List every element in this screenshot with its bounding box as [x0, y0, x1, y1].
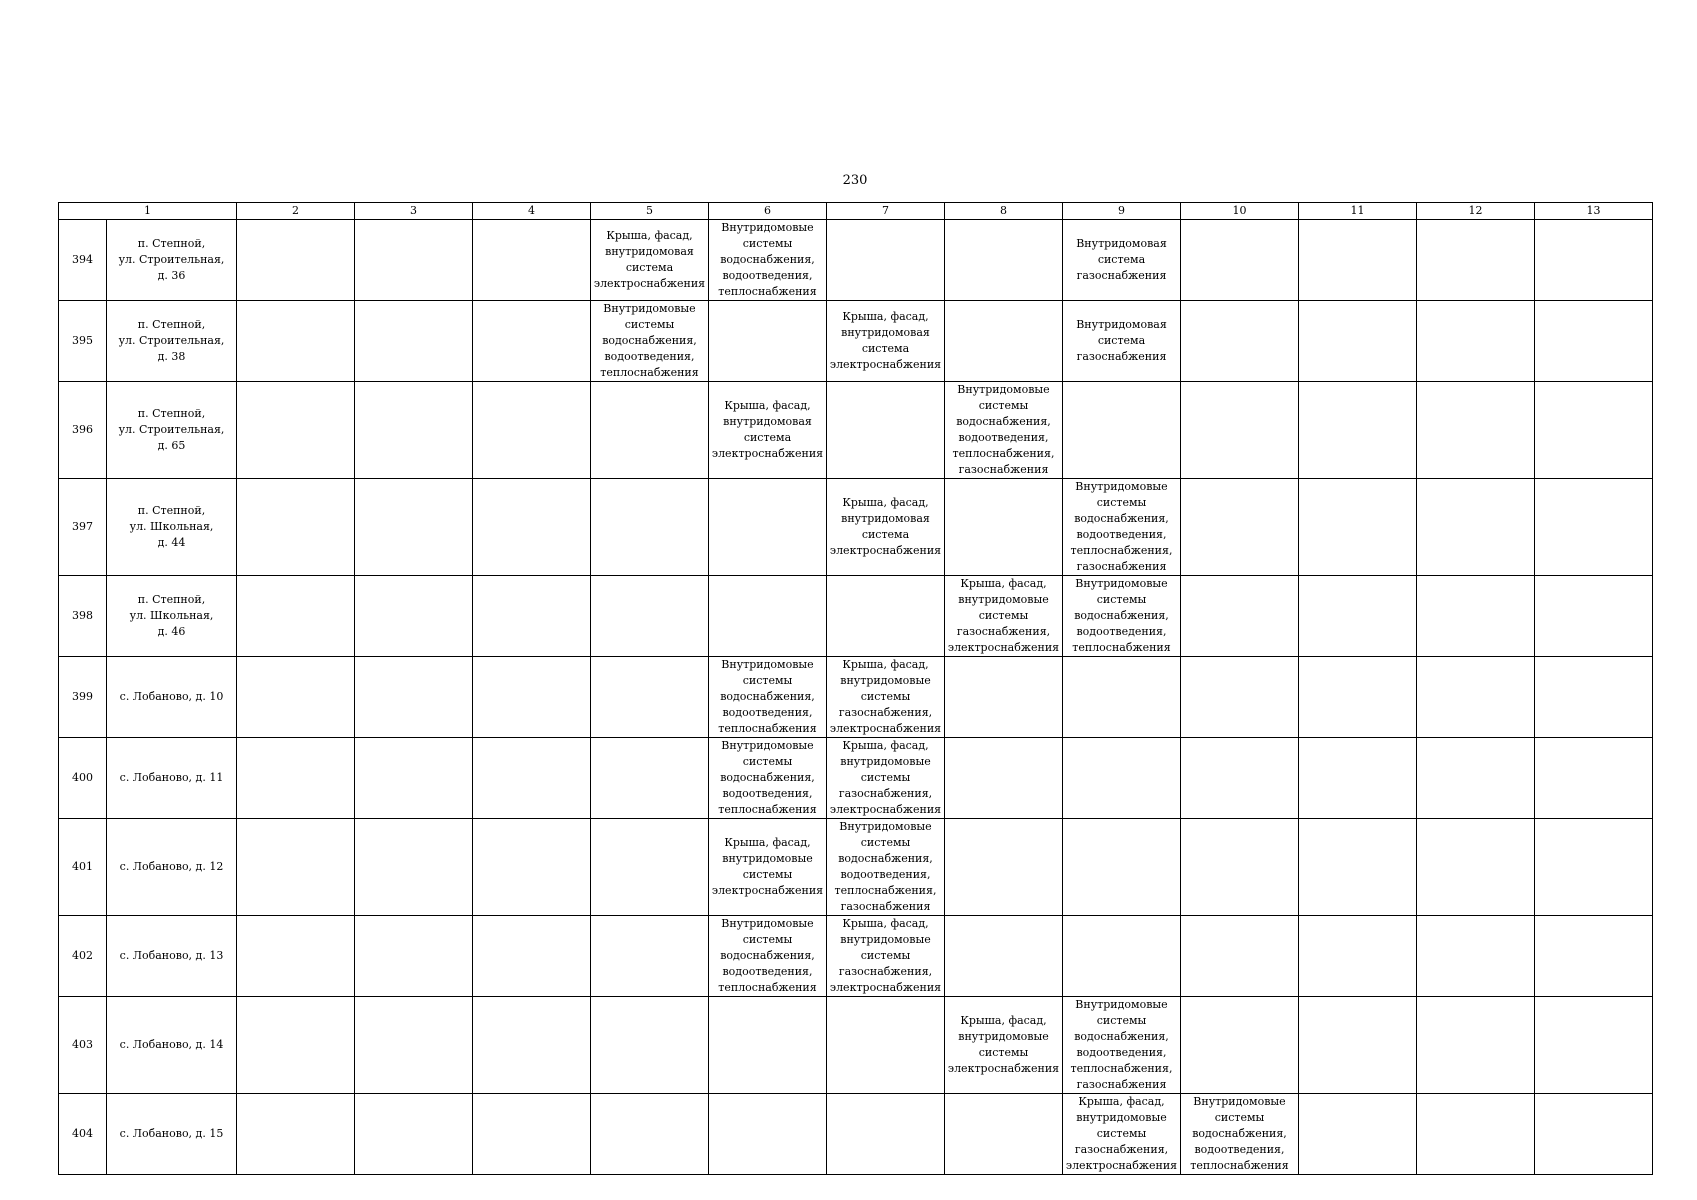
work-cell-col-10	[1181, 916, 1299, 997]
work-cell-col-2	[237, 301, 355, 382]
table-row	[59, 916, 1653, 997]
work-cell-col-4	[473, 657, 591, 738]
work-cell-col-3	[355, 819, 473, 916]
address-cell	[107, 382, 237, 479]
work-cell-col-12	[1417, 819, 1535, 916]
table-row	[59, 657, 1653, 738]
work-cell-text: Внутридомовые системы водоснабжения, водоотведения, теплоснабжения, газоснабжения	[1070, 480, 1173, 573]
work-cell-col-8	[945, 382, 1063, 479]
work-cell-col-12	[1417, 479, 1535, 576]
work-cell-col-9	[1063, 479, 1181, 576]
work-cell-col-11	[1299, 220, 1417, 301]
work-cell-col-9	[1063, 301, 1181, 382]
column-header-12: 12	[1417, 203, 1535, 220]
work-cell-col-13	[1535, 1094, 1653, 1175]
work-cell-col-5	[591, 382, 709, 479]
work-cell-col-12	[1417, 1094, 1535, 1175]
work-cell-col-3	[355, 301, 473, 382]
address-cell	[107, 479, 237, 576]
work-cell-col-4	[473, 916, 591, 997]
work-cell-col-8	[945, 220, 1063, 301]
work-cell-col-6	[709, 819, 827, 916]
work-cell-col-8	[945, 301, 1063, 382]
work-cell-col-13	[1535, 382, 1653, 479]
work-cell-col-3	[355, 479, 473, 576]
work-cell-text: Крыша, фасад, внутридомовые системы газоснабжения, электроснабжения	[829, 739, 942, 816]
work-cell-text: Внутридомовые системы водоснабжения, водоотведения, теплоснабжения	[1072, 577, 1171, 654]
table-row	[59, 301, 1653, 382]
work-cell-col-13	[1535, 819, 1653, 916]
work-cell-col-7	[827, 301, 945, 382]
address-text: п. Степной, ул. Школьная, д. 46	[129, 593, 214, 638]
work-cell-text: Крыша, фасад, внутридомовые системы электроснабжения	[947, 1014, 1060, 1075]
column-header-4: 4	[473, 203, 591, 220]
work-cell-col-11	[1299, 301, 1417, 382]
work-cell-col-12	[1417, 997, 1535, 1094]
work-cell-col-5	[591, 1094, 709, 1175]
work-cell-col-8	[945, 576, 1063, 657]
work-cell-col-8	[945, 819, 1063, 916]
work-cell-text: Внутридомовая система газоснабжения	[1076, 318, 1167, 363]
work-cell-text: Внутридомовые системы водоснабжения, водоотведения, теплоснабжения	[718, 221, 817, 298]
work-cell-col-5	[591, 576, 709, 657]
work-cell-col-2	[237, 657, 355, 738]
address-cell	[107, 997, 237, 1094]
work-cell-col-2	[237, 819, 355, 916]
work-cell-col-13	[1535, 220, 1653, 301]
work-cell-col-3	[355, 576, 473, 657]
work-cell-col-10	[1181, 576, 1299, 657]
work-cell-col-10	[1181, 819, 1299, 916]
table-row	[59, 220, 1653, 301]
work-cell-col-8	[945, 738, 1063, 819]
work-cell-col-9	[1063, 916, 1181, 997]
work-cell-col-2	[237, 479, 355, 576]
work-cell-col-9	[1063, 738, 1181, 819]
address-cell	[107, 819, 237, 916]
work-cell-col-10	[1181, 220, 1299, 301]
work-cell-col-13	[1535, 738, 1653, 819]
column-header-5: 5	[591, 203, 709, 220]
column-header-8: 8	[945, 203, 1063, 220]
work-cell-col-6	[709, 997, 827, 1094]
row-number: 394	[59, 220, 107, 301]
row-number: 398	[59, 576, 107, 657]
work-cell-col-2	[237, 916, 355, 997]
work-cell-col-4	[473, 738, 591, 819]
page-number: 230	[842, 173, 868, 188]
work-cell-col-13	[1535, 479, 1653, 576]
row-number: 400	[59, 738, 107, 819]
work-cell-col-6	[709, 916, 827, 997]
work-cell-col-4	[473, 997, 591, 1094]
work-cell-col-8	[945, 479, 1063, 576]
work-cell-col-11	[1299, 916, 1417, 997]
work-cell-col-5	[591, 916, 709, 997]
work-cell-text: Крыша, фасад, внутридомовая система электроснабжения	[829, 310, 942, 371]
work-cell-col-7	[827, 479, 945, 576]
address-text: с. Лобаново, д. 12	[119, 860, 224, 873]
address-text: п. Степной, ул. Строительная, д. 65	[118, 407, 225, 452]
work-cell-col-7	[827, 576, 945, 657]
work-cell-col-8	[945, 916, 1063, 997]
work-cell-col-6	[709, 301, 827, 382]
address-cell	[107, 301, 237, 382]
work-cell-text: Внутридомовая система газоснабжения	[1076, 237, 1167, 282]
column-header-row	[59, 203, 1653, 220]
work-cell-col-9	[1063, 819, 1181, 916]
address-text: с. Лобаново, д. 15	[119, 1127, 224, 1140]
column-header-1: 1	[59, 203, 237, 220]
work-cell-text: Крыша, фасад, внутридомовые системы газоснабжения, электроснабжения	[829, 917, 942, 994]
address-cell	[107, 576, 237, 657]
work-cell-text: Крыша, фасад, внутридомовая система электроснабжения	[593, 229, 706, 290]
work-cell-col-6	[709, 220, 827, 301]
work-cell-col-5	[591, 738, 709, 819]
work-cell-text: Внутридомовые системы водоснабжения, водоотведения, теплоснабжения	[1190, 1095, 1289, 1172]
row-number: 399	[59, 657, 107, 738]
work-cell-col-10	[1181, 479, 1299, 576]
row-number: 403	[59, 997, 107, 1094]
work-cell-text: Внутридомовые системы водоснабжения, водоотведения, теплоснабжения	[600, 302, 699, 379]
work-cell-col-13	[1535, 576, 1653, 657]
row-number: 396	[59, 382, 107, 479]
work-cell-col-3	[355, 916, 473, 997]
work-cell-col-6	[709, 576, 827, 657]
address-text: с. Лобаново, д. 11	[119, 771, 224, 784]
work-cell-col-10	[1181, 301, 1299, 382]
work-cell-col-9	[1063, 576, 1181, 657]
work-cell-col-10	[1181, 738, 1299, 819]
work-cell-text: Крыша, фасад, внутридомовые системы газоснабжения, электроснабжения	[829, 658, 942, 735]
work-cell-text: Крыша, фасад, внутридомовые системы электроснабжения	[711, 836, 824, 897]
work-cell-col-4	[473, 1094, 591, 1175]
row-number: 404	[59, 1094, 107, 1175]
table-row	[59, 576, 1653, 657]
work-cell-col-4	[473, 301, 591, 382]
table-row	[59, 738, 1653, 819]
work-cell-col-4	[473, 220, 591, 301]
work-cell-col-8	[945, 1094, 1063, 1175]
work-cell-col-9	[1063, 220, 1181, 301]
work-cell-col-11	[1299, 657, 1417, 738]
work-cell-col-4	[473, 576, 591, 657]
work-cell-text: Внутридомовые системы водоснабжения, водоотведения, теплоснабжения	[718, 917, 817, 994]
work-cell-col-2	[237, 997, 355, 1094]
work-cell-col-12	[1417, 738, 1535, 819]
row-number: 395	[59, 301, 107, 382]
work-cell-col-9	[1063, 1094, 1181, 1175]
column-header-2: 2	[237, 203, 355, 220]
work-cell-col-2	[237, 738, 355, 819]
work-cell-col-11	[1299, 479, 1417, 576]
work-cell-col-6	[709, 1094, 827, 1175]
column-header-3: 3	[355, 203, 473, 220]
address-cell	[107, 916, 237, 997]
column-header-10: 10	[1181, 203, 1299, 220]
work-cell-col-9	[1063, 382, 1181, 479]
work-cell-col-10	[1181, 657, 1299, 738]
work-cell-col-9	[1063, 997, 1181, 1094]
address-text: п. Степной, ул. Строительная, д. 36	[118, 237, 225, 282]
work-cell-col-2	[237, 1094, 355, 1175]
work-cell-text: Крыша, фасад, внутридомовая система электроснабжения	[711, 399, 824, 460]
work-cell-text: Внутридомовые системы водоснабжения, водоотведения, теплоснабжения	[718, 739, 817, 816]
work-cell-col-2	[237, 220, 355, 301]
work-cell-col-5	[591, 301, 709, 382]
work-cell-col-7	[827, 220, 945, 301]
work-cell-col-13	[1535, 301, 1653, 382]
work-cell-text: Внутридомовые системы водоснабжения, водоотведения, теплоснабжения, газоснабжения	[952, 383, 1055, 476]
work-cell-col-8	[945, 657, 1063, 738]
work-cell-col-7	[827, 997, 945, 1094]
work-cell-text: Внутридомовые системы водоснабжения, водоотведения, теплоснабжения, газоснабжения	[834, 820, 937, 913]
work-cell-col-10	[1181, 382, 1299, 479]
row-number: 402	[59, 916, 107, 997]
work-cell-col-7	[827, 819, 945, 916]
work-cell-text: Внутридомовые системы водоснабжения, водоотведения, теплоснабжения, газоснабжения	[1070, 998, 1173, 1091]
column-header-9: 9	[1063, 203, 1181, 220]
row-number: 397	[59, 479, 107, 576]
table-row	[59, 819, 1653, 916]
work-cell-text: Внутридомовые системы водоснабжения, водоотведения, теплоснабжения	[718, 658, 817, 735]
table-row	[59, 997, 1653, 1094]
work-cell-col-13	[1535, 997, 1653, 1094]
address-text: п. Степной, ул. Строительная, д. 38	[118, 318, 225, 363]
work-cell-col-10	[1181, 1094, 1299, 1175]
work-cell-col-3	[355, 220, 473, 301]
address-cell	[107, 738, 237, 819]
row-number: 401	[59, 819, 107, 916]
column-header-13: 13	[1535, 203, 1653, 220]
work-cell-col-3	[355, 997, 473, 1094]
work-cell-col-12	[1417, 576, 1535, 657]
work-cell-col-4	[473, 819, 591, 916]
work-cell-col-12	[1417, 301, 1535, 382]
address-text: с. Лобаново, д. 10	[119, 690, 224, 703]
work-cell-text: Крыша, фасад, внутридомовые системы газоснабжения, электроснабжения	[1065, 1095, 1178, 1172]
work-cell-col-11	[1299, 819, 1417, 916]
work-cell-text: Крыша, фасад, внутридомовые системы газоснабжения, электроснабжения	[947, 577, 1060, 654]
work-cell-col-7	[827, 657, 945, 738]
work-cell-col-6	[709, 738, 827, 819]
work-cell-col-5	[591, 997, 709, 1094]
work-cell-col-7	[827, 1094, 945, 1175]
table-row	[59, 479, 1653, 576]
work-cell-col-12	[1417, 220, 1535, 301]
work-cell-col-13	[1535, 657, 1653, 738]
work-cell-col-7	[827, 916, 945, 997]
work-cell-col-12	[1417, 382, 1535, 479]
work-cell-col-2	[237, 382, 355, 479]
work-cell-col-11	[1299, 576, 1417, 657]
table-row	[59, 1094, 1653, 1175]
work-cell-col-5	[591, 819, 709, 916]
work-cell-col-9	[1063, 657, 1181, 738]
work-cell-col-11	[1299, 738, 1417, 819]
work-cell-col-11	[1299, 382, 1417, 479]
work-cell-col-12	[1417, 916, 1535, 997]
work-cell-col-5	[591, 479, 709, 576]
work-cell-col-8	[945, 997, 1063, 1094]
work-cell-col-6	[709, 382, 827, 479]
work-cell-col-11	[1299, 997, 1417, 1094]
work-cell-col-3	[355, 657, 473, 738]
work-cell-col-13	[1535, 916, 1653, 997]
address-cell	[107, 1094, 237, 1175]
work-cell-col-3	[355, 1094, 473, 1175]
work-cell-col-4	[473, 479, 591, 576]
table-row	[59, 382, 1653, 479]
address-cell	[107, 657, 237, 738]
column-header-6: 6	[709, 203, 827, 220]
address-text: с. Лобаново, д. 14	[119, 1038, 224, 1051]
work-cell-col-12	[1417, 657, 1535, 738]
work-cell-col-6	[709, 479, 827, 576]
work-cell-col-11	[1299, 1094, 1417, 1175]
work-cell-col-3	[355, 738, 473, 819]
work-cell-col-5	[591, 220, 709, 301]
work-cell-col-5	[591, 657, 709, 738]
column-header-11: 11	[1299, 203, 1417, 220]
work-cell-col-6	[709, 657, 827, 738]
column-header-7: 7	[827, 203, 945, 220]
work-cell-col-10	[1181, 997, 1299, 1094]
work-cell-col-3	[355, 382, 473, 479]
address-text: п. Степной, ул. Школьная, д. 44	[129, 504, 214, 549]
table-body	[59, 203, 1653, 1175]
work-cell-text: Крыша, фасад, внутридомовая система электроснабжения	[829, 496, 942, 557]
address-text: с. Лобаново, д. 13	[119, 949, 224, 962]
work-cell-col-7	[827, 738, 945, 819]
works-schedule-table	[58, 202, 1653, 1175]
work-cell-col-2	[237, 576, 355, 657]
work-cell-col-4	[473, 382, 591, 479]
address-cell	[107, 220, 237, 301]
work-cell-col-7	[827, 382, 945, 479]
